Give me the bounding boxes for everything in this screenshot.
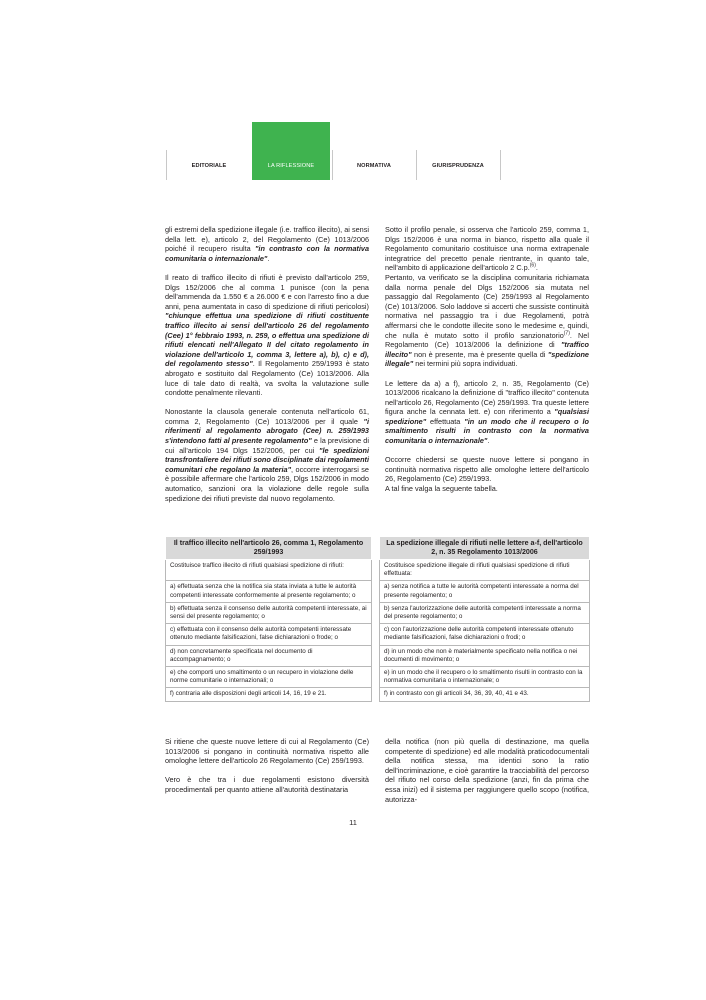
text: Nonostante la clausola generale contenuta nell'articolo 61, comma 2, Regolamento (Ce) 1013/2006 per il quale [165,407,369,426]
table-cell: Costituisce traffico illecito di rifiuti qualsiasi spedizione di rifiuti: [166,560,372,581]
text: non è presente, ma è presente quella di [411,349,548,359]
table-cell: f) in contrasto con gli articoli 34, 36, 39, 40, 41 e 43. [380,688,590,701]
text: Pertanto, va verificato se la disciplina comunitaria richiamata dalla norma penale del Dlgs 152/2006 sia mutata nel passaggio dal Regolamento (Ce) 259/1993 al Regolamento (Ce) 1013/2006. Solo laddove si accerti che sussiste continuità normativa nel passaggio tra i due Regolamenti, potrà affermarsi che le condotte illecite sono le medesime e, quindi, che nulla è mutato sotto il profilo sanzionatorio [385,272,589,340]
text: gli estremi della spedizione illegale (i.e. traffico illecito), ai sensi della lett. e), articolo 2, del Regolamento (Ce) 1013/2006 poiché il recupero risulta [165,225,369,254]
bottom-right-column [385,737,589,804]
table-cell: e) in un modo che il recupero o lo smaltimento risulti in contrasto con la normativa comunitaria o internazionale; o [380,667,590,688]
nav-item-editoriale[interactable]: EDITORIALE [191,163,227,169]
text: nei termini più sopra individuati. [413,359,518,369]
quote: "qualsiasi spedizione" [385,407,589,426]
page-number: 11 [349,818,357,827]
text: effettuata [426,416,465,426]
table-row [166,624,590,645]
text: . Il Regolamento 259/1993 è stato abrogato e sostituito dal Regolamento (Ce) 1013/2006. Alla luce di tale dato di realtà, va svolta la valutazione sulle condotte penalmente rilevanti. [165,359,370,398]
quote: "in contrasto con la normativa comunitaria o internazionale" [165,244,370,263]
text: . Nel Regolamento (Ce) 1013/2006 la definizione di [385,330,589,350]
text: . [535,263,538,273]
table-cell: b) senza l'autorizzazione delle autorità competenti interessate a norma del presente regolamento; o [380,602,590,623]
table-row [166,645,590,666]
quote: "i riferimenti al regolamento abrogato (Cee) n. 259/1993 s'intendono fatti al presente regolamento" [165,416,369,446]
table-cell: c) effettuata con il consenso delle autorità competenti interessate ottenuto mediante falsificazioni, false dichiarazioni o frode; o [166,624,372,645]
table-cell: a) effettuata senza che la notifica sia stata inviata a tutte le autorità competenti interessate conformemente al presente regolamento; o [166,581,372,602]
text: Sotto il profilo penale, si osserva che l'articolo 259, comma 1, Dlgs 152/2006 è una norma in bianco, rispetto alla quale il Regolamento comunitario costituisce una norma extrapenale integratrice del precetto penale rientrante, in quanto tale, nell'ambito di applicazione dell'articolo 2 C.p. [385,225,589,273]
paragraph: della notifica (non più quella di destinazione, ma quella competente di spedizione) ed alle modalità praticodocumentali della notifica stessa, ma identici sono la ratio dell'incriminazione, e cioè garantire la tracciabilità del percorso del rifiuto nel corso della spedizione (anzi, fin da prima che essa inizi) ed il sistema per raggiungere quello scopo (notifica, autorizza- [385,737,589,804]
table-header-left: Il traffico illecito nell'articolo 26, comma 1, Regolamento 259/1993 [166,537,372,560]
nav-active-highlight [252,122,330,180]
text: Le lettere da a) a f), articolo 2, n. 35, Regolamento (Ce) 1013/2006 ricalcano la definizione di "traffico illecito" contenuta nell'articolo 26, Regolamento (Ce) 259/1993. Tra queste lettere figura anche la cennata lett. e) con riferimento a [385,378,589,417]
table-row [166,602,590,623]
table-gap [372,602,380,623]
bottom-left-column [165,737,369,795]
table-gap [372,624,380,645]
nav-item-la-riflessione[interactable]: LA RIFLESSIONE [267,163,315,169]
quote: "traffico illecito" [385,340,589,359]
table-row [166,581,590,602]
table-row [166,667,590,688]
paragraph [385,225,589,273]
paragraph: Vero è che tra i due regolamenti esistono diversità procedimentali per quanto attiene all'autorità destinataria [165,775,369,794]
table-gap [372,688,380,701]
text: . [267,253,270,263]
table-gap [372,581,380,602]
nav-item-normativa[interactable]: NORMATIVA [357,163,391,169]
paragraph [165,273,369,398]
table-gap [372,667,380,688]
footnote-ref[interactable]: (6) [529,262,536,269]
table-cell: d) in un modo che non è materialmente specificato nella notifica o nei documenti di movimento; o [380,645,590,666]
text: . [487,436,490,446]
table-header-row [166,537,590,560]
quote: "spedizione illegale" [385,349,589,369]
table-cell: b) effettuata senza il consenso delle autorità competenti interessate, ai sensi del presente regolamento; o [166,602,372,623]
table-cell: e) che comporti uno smaltimento o un recupero in violazione delle norme comunitarie o internazionali; o [166,667,372,688]
paragraph: Si ritiene che queste nuove lettere di cui al Regolamento (Ce) 1013/2006 si pongano in continuità normativa rispetto alle omologhe lettere dell'articolo 26 Regolamento (Ce) 259/1993. [165,737,369,766]
paragraph: A tal fine valga la seguente tabella. [385,484,498,494]
paragraph [385,379,589,446]
table-gap [372,560,380,581]
paragraph [385,273,589,369]
text: Il reato di traffico illecito di rifiuti è previsto dall'articolo 259, Dlgs 152/2006 che al comma 1 punisce (con la pena dell'ammenda da 1.550 € a 26.000 € e con l'arresto fino a due anni, pena aumentata in caso di spedizione di rifiuti pericolosi) [165,272,369,311]
quote: "le spedizioni transfrontaliere dei rifiuti sono disciplinate dai regolamenti comunitari che regolano la materia" [165,445,370,474]
text: e la previsione di cui all'articolo 194 Dlgs 152/2006, per cui [165,436,369,455]
table-cell: d) non concretamente specificata nel documento di accompagnamento; o [166,645,372,666]
table-cell: a) senza notifica a tutte le autorità competenti interessate a norma del presente regolamento; o [380,581,590,602]
table-cell: c) con l'autorizzazione delle autorità competenti interessate ottenuto mediante falsificazioni, false dichiarazioni o frodi; o [380,624,590,645]
footnote-ref[interactable]: (7) [563,330,570,337]
comparison-table [165,536,590,702]
quote: "in un modo che il recupero o lo smaltimento risulti in contrasto con la normativa comunitaria o internazionale" [385,416,589,446]
paragraph [165,407,369,503]
quote: "chiunque effettua una spedizione di rifiuti costituente traffico illecito ai sensi dell'articolo 26 del regolamento (Cee) 1° febbraio 1993, n. 259, o effettua una spedizione di rifiuti elencati nell'Allegato II del citato regolamento in violazione dell'articolo 1, comma 3, lettere a), b), c) e d), del regolamento stesso" [165,311,369,369]
table-gap [372,645,380,666]
left-column [165,225,369,503]
right-column [385,225,589,494]
nav-divider [500,150,501,180]
table-row [166,688,590,701]
nav-item-giurisprudenza[interactable]: GIURISPRUDENZA [432,163,484,169]
table-row [166,560,590,581]
table-gap [372,537,380,560]
table-cell: f) contraria alle disposizioni degli articoli 14, 16, 19 e 21. [166,688,372,701]
table-cell: Costituisce spedizione illegale di rifiuti qualsiasi spedizione di rifiuti effettuata: [380,560,590,581]
paragraph: Occorre chiedersi se queste nuove lettere si pongano in continuità normativa rispetto alle omologhe lettere dell'articolo 26, Regolamento (Ce) 259/1993. [385,455,589,484]
text: , occorre interrogarsi se è possibile affermare che l'articolo 259, Dlgs 152/2006 in modo automatico, sanzioni ora la violazione delle regole sulla spedizione dei rifiuti previste dal nuovo regolamento. [165,464,369,503]
table-header-right: La spedizione illegale di rifiuti nelle lettere a-f, dell'articolo 2, n. 35 Regolamento 1013/2006 [380,537,590,560]
paragraph [165,225,369,263]
